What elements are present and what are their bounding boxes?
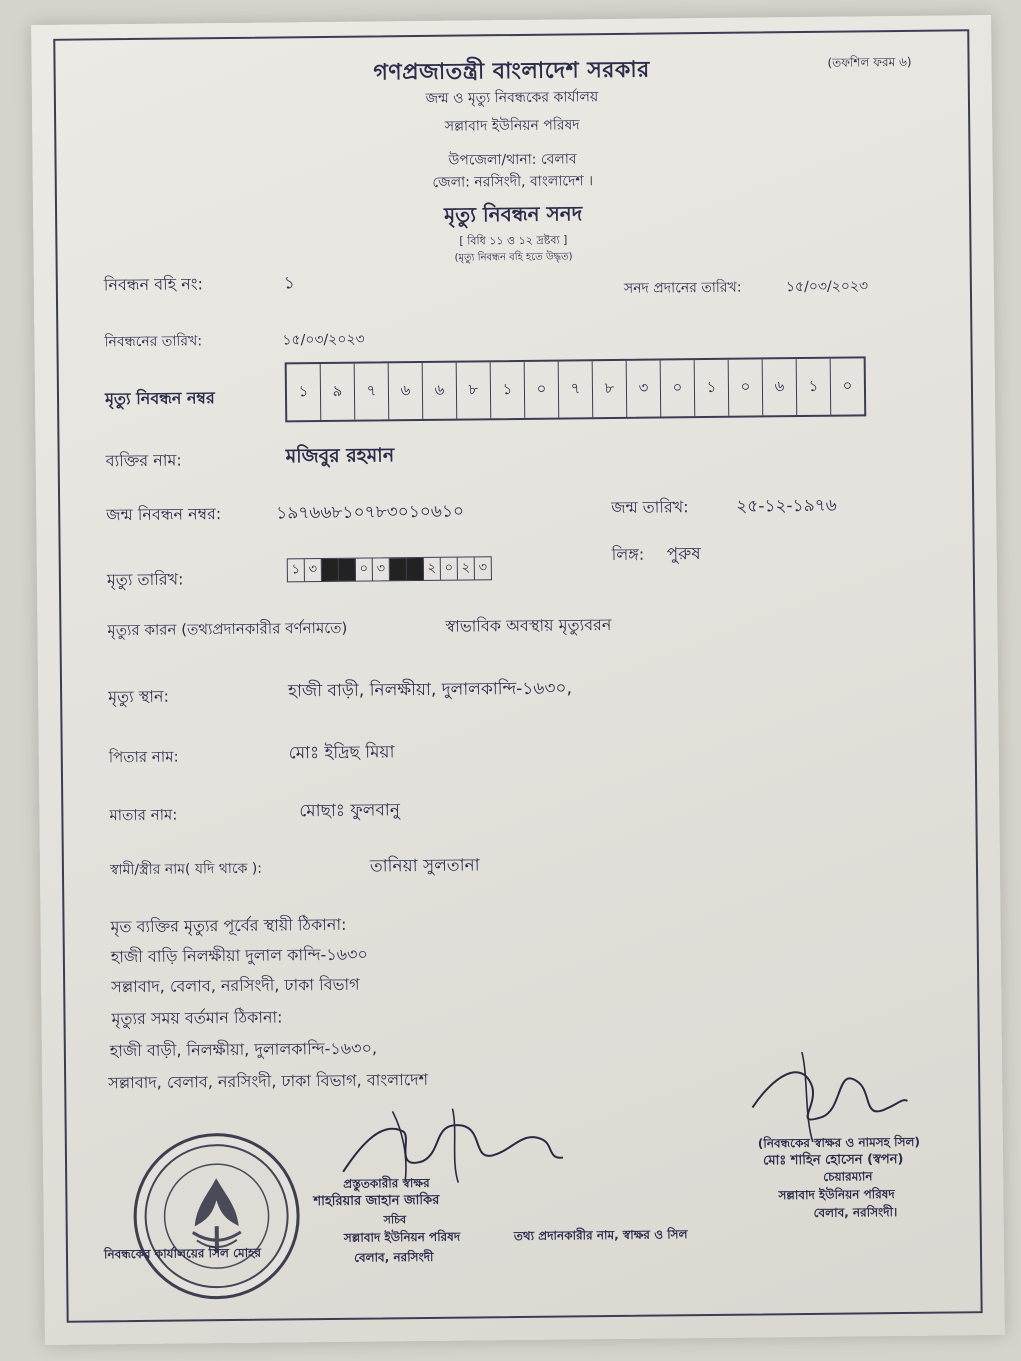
- present-address-line-1: হাজী বাড়ী, নিলক্ষীয়া, দুলালকান্দি-১৬৩০,: [109, 1038, 378, 1061]
- registration-digit: ৬: [763, 359, 798, 415]
- death-registration-label: মৃত্যু নিবন্ধন নম্বর: [104, 388, 215, 409]
- birth-date-label: জন্ম তারিখ:: [611, 497, 689, 518]
- issuer-place: বেলাব, নরসিংদী: [353, 1249, 434, 1265]
- registration-digit: ৭: [355, 363, 390, 419]
- death-registration-number-grid: [285, 356, 867, 422]
- name-value: মজিবুর রহমান: [285, 444, 395, 468]
- registration-digit: ০: [661, 360, 696, 416]
- certificate-title: মৃত্যু নিবন্ধন সনদ: [443, 201, 583, 227]
- registration-date-label: নিবন্ধনের তারিখ:: [104, 333, 203, 351]
- book-number-label: নিবন্ধন বহি নং:: [103, 274, 204, 295]
- office-seal: [133, 1132, 301, 1300]
- cause-of-death-value: স্বাভাবিক অবস্থায় মৃত্যুবরন: [445, 615, 612, 636]
- sex-label: লিঙ্গ:: [611, 544, 645, 565]
- registration-digit: ১: [797, 359, 832, 415]
- date-digit: ২: [424, 558, 441, 580]
- registration-digit: ৮: [457, 362, 492, 418]
- birth-registration-label: জন্ম নিবন্ধন নম্বর:: [106, 504, 222, 525]
- spouse-name-label: স্বামী/স্ত্রীর নাম( যদি থাকে ):: [109, 860, 263, 879]
- death-date-grid: [287, 556, 492, 582]
- issuer-office: সল্লাবাদ ইউনিয়ন পরিষদ: [343, 1229, 461, 1245]
- present-address-label: মৃত্যুর সময় বর্তমান ঠিকানা:: [111, 1007, 283, 1029]
- permanent-address-line-2: সল্লাবাদ, বেলাব, নরসিংদী, ঢাকা বিভাগ: [111, 974, 360, 997]
- registration-digit: ৩: [627, 360, 662, 416]
- permanent-address-line-1: হাজী বাড়ি নিলক্ষীয়া দুলাল কান্দি-১৬৩০: [110, 944, 368, 967]
- cause-of-death-label: মৃত্যুর কারন (তথ্যপ্রদানকারীর বর্ণনামতে): [107, 618, 348, 640]
- issue-date-value: ১৫/০৩/২০২৩: [785, 278, 869, 296]
- registrar-office: সল্লাবাদ ইউনিয়ন পরিষদ: [778, 1187, 895, 1203]
- registration-digit: ১: [287, 364, 322, 420]
- death-place-label: মৃত্যু স্থান:: [108, 686, 170, 707]
- registrar-role: চেয়ারম্যান: [823, 1169, 873, 1184]
- registration-digit: ০: [729, 359, 764, 415]
- issuer-name: শাহরিয়ার জাহান জাকির: [313, 1192, 440, 1210]
- registration-digit: ১: [491, 362, 526, 418]
- rule-reference: [ বিধি ১১ ও ১২ দ্রষ্টব্য ]: [459, 233, 568, 248]
- date-separator: [407, 558, 424, 580]
- present-address-line-2: সল্লাবাদ, বেলাব, নরসিংদী, ঢাকা বিভাগ, বাংলাদেশ: [108, 1069, 429, 1093]
- registration-date-value: ১৫/০৩/২০২৩: [282, 331, 365, 349]
- informant-label: তথ্য প্রদানকারীর নাম, স্বাক্ষর ও সিল: [513, 1227, 688, 1244]
- date-digit: ২: [458, 557, 475, 579]
- issuer-role: সচিব: [383, 1213, 407, 1227]
- seal-emblem-icon: [136, 1135, 298, 1297]
- registrar-name: মোঃ শাহিন হোসেন (স্বপন): [762, 1151, 904, 1169]
- date-digit: ১: [288, 559, 305, 581]
- date-digit: ৩: [373, 558, 390, 580]
- registration-digit: ৬: [389, 363, 424, 419]
- extract-note: (মৃত্যু নিবন্ধন বহি হতে উদ্ধৃত): [454, 251, 573, 264]
- death-date-label: মৃত্যু তারিখ:: [106, 569, 184, 590]
- seal-label: নিবন্ধকের কার্যালয়ের সিল মোহর: [103, 1245, 262, 1262]
- registrar-place: বেলাব, নরসিংদী।: [813, 1205, 898, 1220]
- date-separator: [339, 559, 356, 581]
- registration-digit: ৮: [593, 361, 628, 417]
- birth-date-value: ২৫-১২-১৯৭৬: [736, 495, 837, 517]
- date-digit: ৩: [305, 559, 322, 581]
- issue-date-label: সনদ প্রদানের তারিখ:: [623, 279, 742, 297]
- death-place-value: হাজী বাড়ী, নিলক্ষীয়া, দুলালকান্দি-১৬৩০,: [288, 678, 573, 702]
- father-name-label: পিতার নাম:: [108, 747, 179, 767]
- upazila-name: উপজেলা/থানা: বেলাব: [448, 151, 577, 169]
- registration-digit: ৯: [321, 364, 356, 420]
- date-digit: ০: [441, 558, 458, 580]
- date-separator: [322, 559, 339, 581]
- book-number-value: ১: [283, 273, 295, 294]
- government-heading: গণপ্রজাতন্ত্রী বাংলাদেশ সরকার: [373, 57, 650, 86]
- mother-name-label: মাতার নাম:: [109, 805, 178, 825]
- form-number: (তফশিল ফরম ৬): [827, 54, 912, 70]
- registration-digit: ৬: [423, 363, 458, 419]
- date-digit: ৩: [478, 559, 488, 575]
- registrar-signature: [742, 1046, 913, 1148]
- date-separator: [390, 558, 407, 580]
- union-name: সল্লাবাদ ইউনিয়ন পরিষদ: [444, 117, 580, 135]
- registration-digit: ০: [525, 362, 560, 418]
- district-name: জেলা: নরসিংদী, বাংলাদেশ ।: [432, 173, 594, 191]
- date-digit: ০: [356, 559, 373, 581]
- spouse-name-value: তানিয়া সুলতানা: [369, 855, 480, 877]
- mother-name-value: মোছাঃ ফুলবানু: [299, 800, 401, 822]
- registration-digit: ৭: [559, 361, 594, 417]
- sex-value: পুরুষ: [666, 544, 701, 565]
- certificate-paper: [31, 15, 1005, 1345]
- father-name-value: মোঃ ইদ্রিছ মিয়া: [288, 742, 395, 764]
- registrar-label: (নিবন্ধকের স্বাক্ষর ও নামসহ সিল): [757, 1134, 920, 1151]
- office-name: জন্ম ও মৃত্যু নিবন্ধকের কার্যালয়: [425, 89, 599, 107]
- registration-digit: ১: [695, 360, 730, 416]
- issuer-signature-label: প্রস্তুতকারীর স্বাক্ষর: [343, 1175, 430, 1191]
- registration-digit: ০: [842, 375, 853, 395]
- birth-registration-value: ১৯৭৬৬৮১০৭৮৩০১০৬১০: [276, 501, 465, 524]
- permanent-address-label: মৃত ব্যক্তির মৃত্যুর পূর্বের স্থায়ী ঠিকানা:: [110, 914, 347, 937]
- name-label: ব্যক্তির নাম:: [105, 450, 182, 471]
